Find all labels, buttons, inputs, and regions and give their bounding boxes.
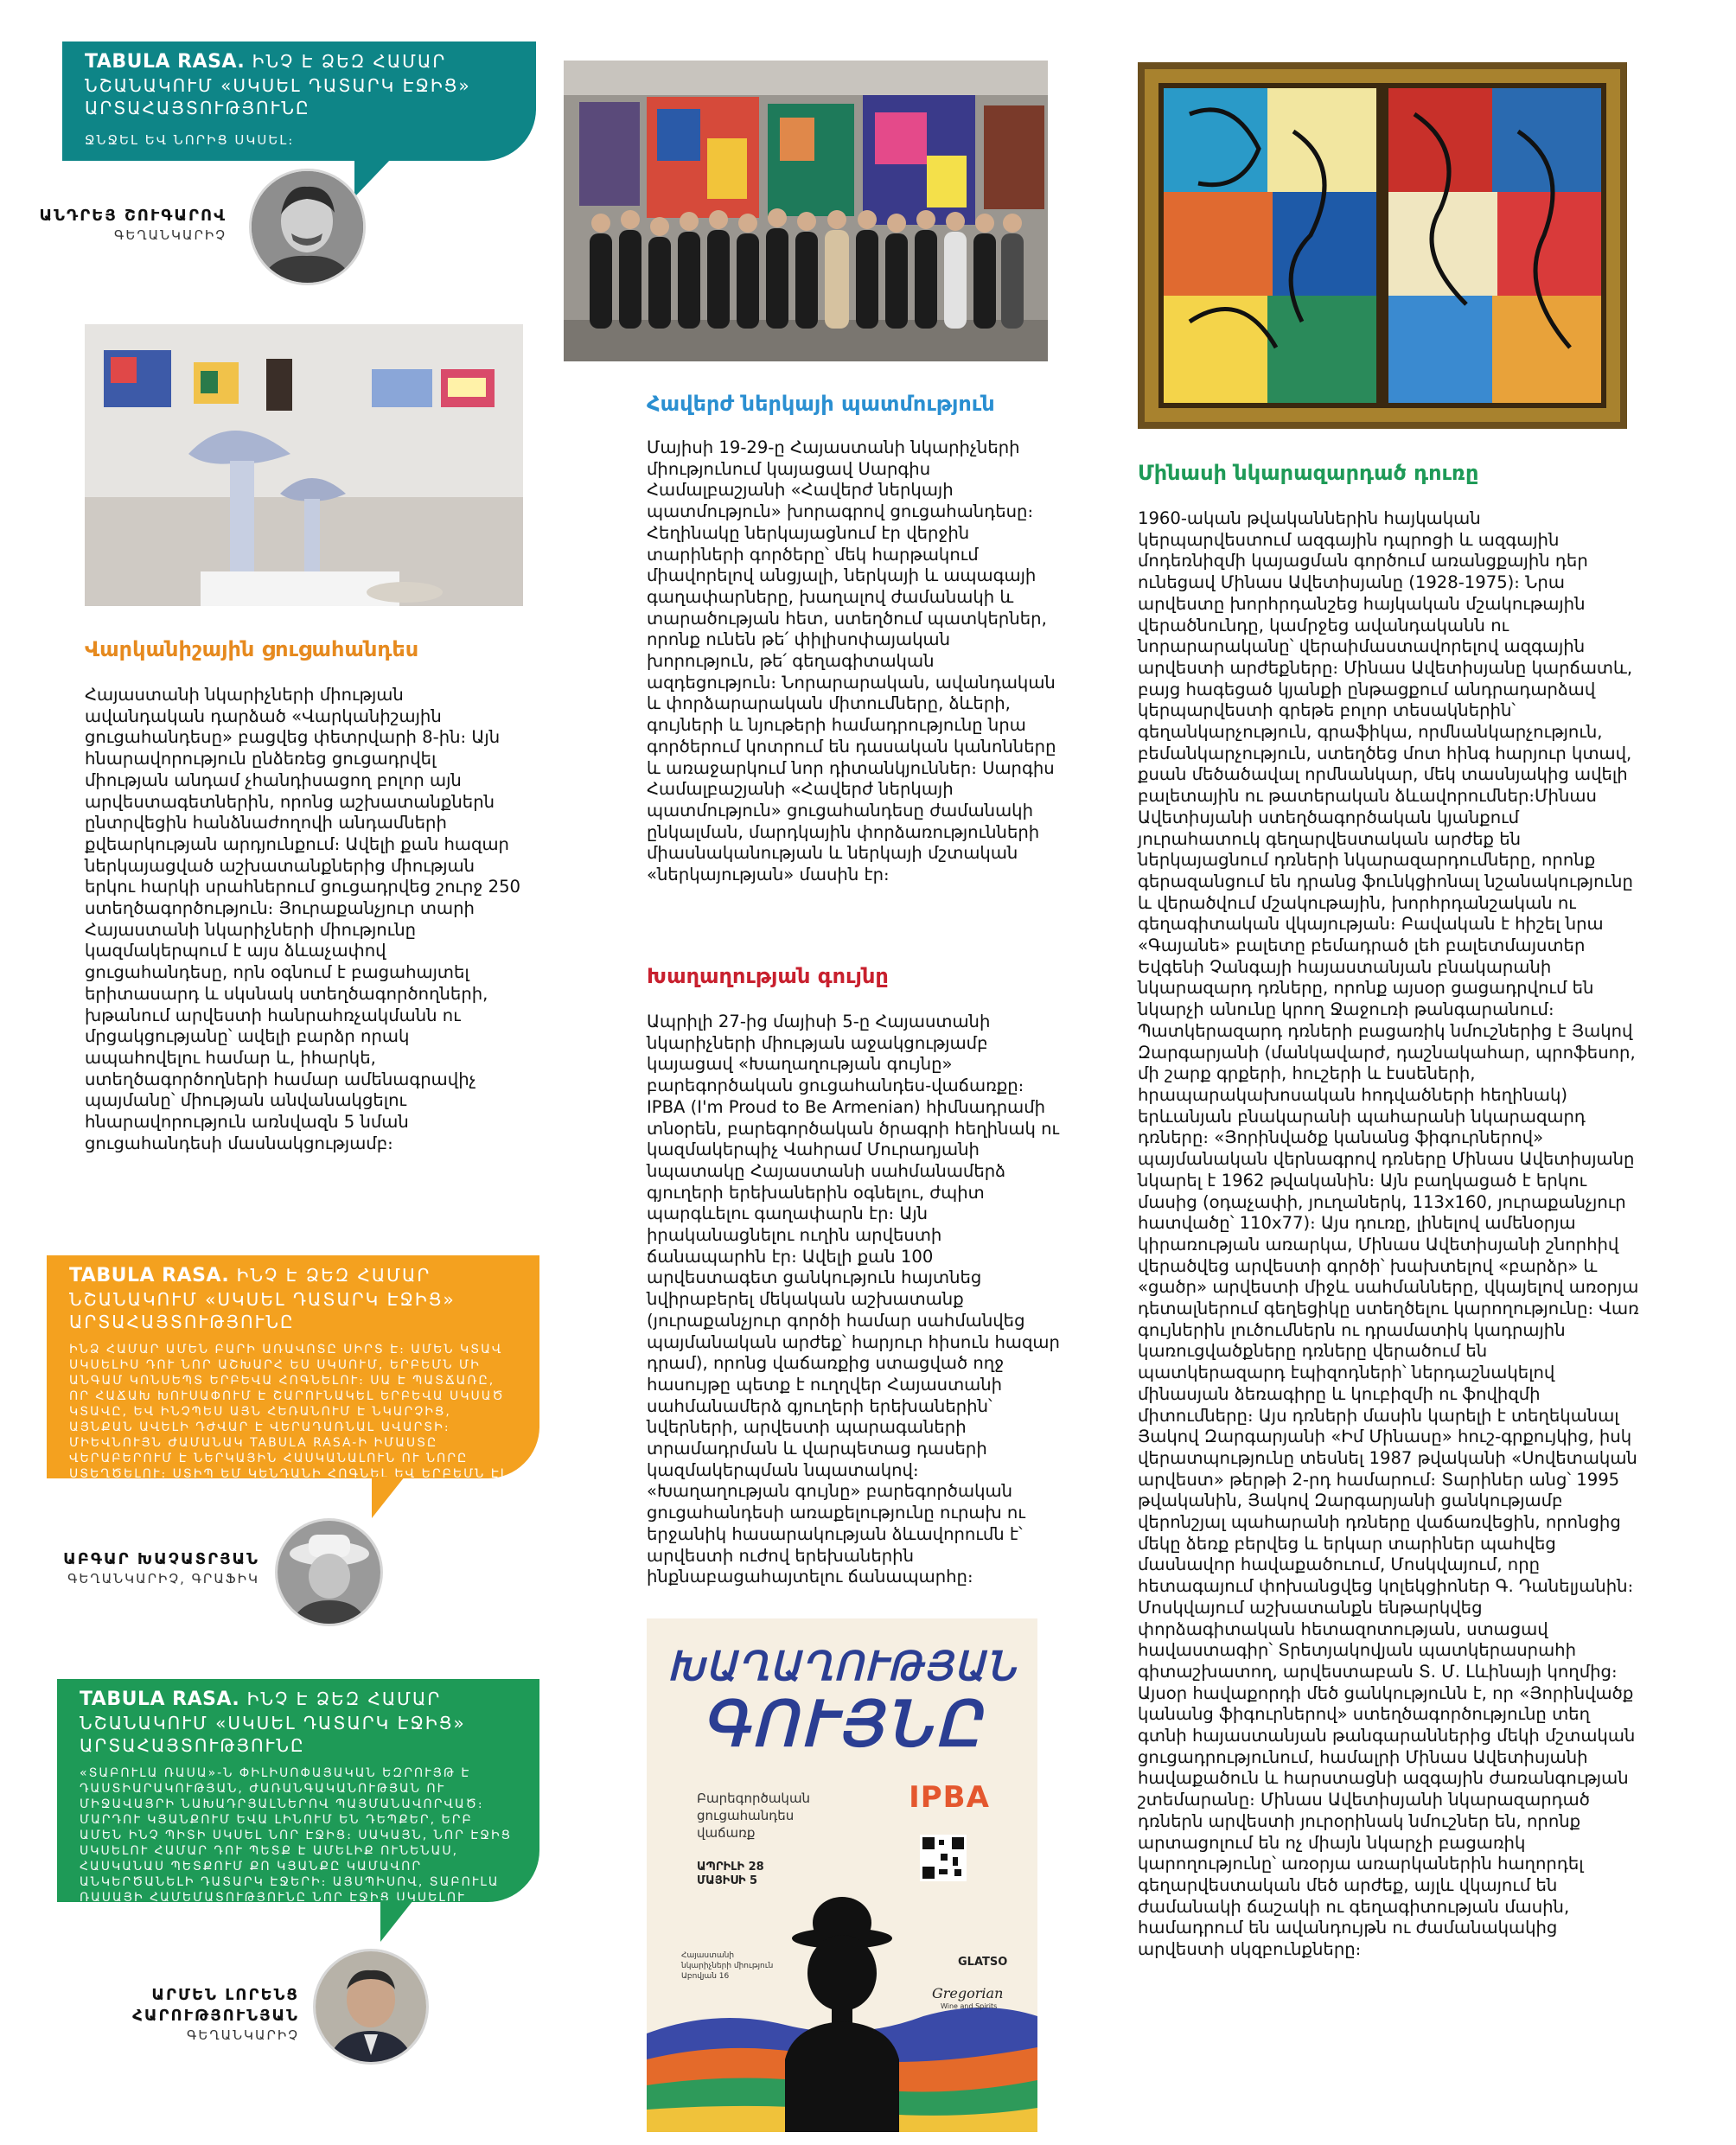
qr-code-icon xyxy=(920,1835,967,1881)
quote-bubble-1 xyxy=(62,41,536,161)
painting-minas-door xyxy=(1138,62,1627,429)
quote-3-answer: «ՏԱԲՈՒԼԱ ՌԱՍԱ»-Ն ՓԻԼԻՍՈՓԱՅԱԿԱՆ ԵԶՐՈՒՅԹ Է ԴԱՍՏԻԱՐԱԿՈՒԹՅԱՆ, ԺԱՌԱՆԳԱԿԱՆՈՒԹՅԱՆ ՈՒ ՄԻՋԱՎԱՅՐԻ ՆԱԽԱԴՐՅԱԼՆԵՐՈՎ ՊԱՅՄԱՆԱՎՈՐՎԱԾ։ ՄԱՐԴՈՒ ԿՅԱՆՔՈՒՄ ԵՎԱ ԼԻՆՈՒՄ ԵՆ ԴԵՊՔԵՐ, ԵՐԲ ԱՄԵՆ ԻՆՉ ՊԻՏԻ ՍԿՍԵԼ ՆՈՐ ԷՋԻՑ։ ՍԱԿԱՅՆ, ՆՈՐ ԷՋԻՑ ՍԿՍԵԼՈՒ ՀԱՄԱՐ ԴՈՒ ՊԵՏՔ Է ԱՄԵԼԻՔ ՈՒՆԵՆԱՍ, ՀԱՍԿԱՆԱՍ ՊԵՏՔՈՒՄ ՔՈ ԿՅԱՆՔԸ ԿԱՄԱՎՈՐ ԱՆԿԵՐԾԱՆԵԼԻ ԴԱՏԱՐԿ ԷՋԵՐԻ։ ԱՅՍՊԻՍՈՎ, ՏԱԲՈՒԼԱ ՌԱՍԱՅԻ ՀԱՄԵՄԱՏՈՒԹՅՈՒՆԸ ՆՈՐ ԷՋԻՑ ՍԿՍԵԼՈՒ ԳԱՂԱՓԱՐԻ ԱՅՆՔԱՆ ԷԼ ԻՐԱՏԵՍԱԿԱՆ ՉԷ։ ԱՄԵՆ ՄԻ ՆՈՐ ԲԱՆ ՀԵՆՎՈՒՄ Է ՆԱԽԿԻՆՈՒՄ ՁԵՌՔ ԲԵՐՎԱԾԻ ՎՐԱ։ xyxy=(80,1766,515,1936)
painting-image xyxy=(1138,62,1627,429)
quote-3-question: ԻՆՉ Է ՁԵԶ ՀԱՄԱՐ ՆՇԱՆԱԿՈՒՄ «ՍԿՍԵԼ ԴԱՏԱՐԿ ԷՋԻՑ» ԱՐՏԱՀԱՅՏՈՒԹՅՈՒՆԸ xyxy=(80,1689,466,1756)
quote-bubble-2 xyxy=(47,1255,539,1512)
person-1-role: ԳԵՂԱՆԿԱՐԻՉ xyxy=(114,227,227,243)
poster-sponsor-2: Gregorian xyxy=(932,1985,1004,2001)
photo-mushroom-sculpture xyxy=(85,324,523,606)
quote-3-tail xyxy=(380,1900,413,1942)
poster-org: Հայաստանի նկարիչների միություն Աբովյան 16 xyxy=(681,1951,774,1981)
quote-3-heading xyxy=(80,1688,517,1757)
portrait-icon xyxy=(278,1521,380,1624)
article-2-body: Մայիսի 19-29-ը Հայաստանի նկարիչների միությունում կայացավ Սարգիս Համալբաշյանի «Հավերժ ներկայի պատմություն» խորագրով ցուցահանդեսը։ Հեղինակը ներկայացնում էր վերջին տարիների գործերը՝ մեկ հարթակում միավորելով անցյալի, ներկայի և ապագայի գաղափարները, խաղալով ժամանակի և տարածության հետ, ստեղծում պատկերներ, որոնք ունեն թե՛ փիլիսոփայական խորություն, թե՛ գեղագիտական ազդեցություն։ Նորարարական, ավանդական և փորձարարական միտումները, ձևերի, գույների և նյութերի համադրությունը նրա գործերում կոտրում են դասական կանոնները և առաջարկում նոր դիտանկյուններ։ Սարգիս Համալբաշյանի «Հավերժ ներկայի պատմություն» ցուցահանդեսը ժամանակի ընկալման, մարդկային փորձառությունների միասնականության և ներկայի մշտական «ներկայության» մասին էր։ xyxy=(647,437,1056,885)
quote-1-brand: TABULA RASA. xyxy=(85,51,246,73)
article-4-body: 1960-ական թվականներին հայկական կերպարվեստում ազգային դպրոցի և ազգային մոդեռնիզմի կայացման գործում առանցքային դեր ունեցավ Մինաս Ավետիսյանը (1928-1975)։ Նրա արվեստը խորհրդանշեց հայկական մշակութային վերածնունդը, կամրջեց ավանդականն ու նորարարականը՝ վերաիմաստավորելով ազգային արվեստի արժեքները։ Մինաս Ավետիսյանը կարճատև, բայց հագեցած կյանքի ընթացքում անդրադարձավ կերպարվեստի գրեթե բոլոր տեսակներին՝ գեղանկարչություն, գրաֆիկա, որմնանկարչություն, բեմանկարչություն, ստեղծեց մոտ հինգ հարյուր կտավ, քսան մեծածավալ որմնանկար, մեկ տասնյակից ավելի բալետային ու թատերական ձևավորումներ։Մինաս Ավետիսյանի ստեղծագործական կյանքում յուրահատուկ գեղարվեստական արժեք են ներկայացնում դռների նկարազարդումները, որոնք գերազանցում են դրանց ֆունկցիոնալ նշանակությունը և վերածվում մշակութային, խորհրդանշական ու գեղագիտական վկայության։ Բավական է հիշել նրա «Գայանե» բալետը բեմադրած լեհ բալետմայստեր Եվգենի Չանգայի հայաստանյան բնակարանի նկարազարդ դռները, որոնք այսօր ցացադրվում են նկարչի անունը կրող Ջաջուռի թանգարանում։ Պատկերազարդ դռների բացառիկ նմուշներից է Յակով Զարգարյանի (մանկավարժ, դաշնակահար, պրոֆեսոր, մի շարք գրքերի, հուշերի և էսսեների, հրապարակախոսական հոդվածների հեղինակ) երևանյան բնակարանի պահարանի նկարազարդ դռները։ «Յորինվածք կանանց ֆիգուրներով» պայմանական վերնագրով դռները Մինաս Ավետիսյանը նկարել է 1962 թվականին։ Այն բաղկացած է երկու մասից (օդաչափի, յուղաներկ, 113x160, յուրաքանչյուր հատվածը՝ 110x77)։ Այս դուռը, լինելով ամենօրյա կիրառության առարկա, Մինաս Ավետիսյանի շնորհիվ վերածվեց արվեստի գործի՝ խախտելով «բարձր» և «ցածր» արվեստի միջև սահմանները, վկայելով առօրյա դետալներում գեղեցիկը ստեղծելու կարողությունը։ Վառ գույներին լուծումներն ու դրամատիկ կադրային կառուցվածքները դռները վերածում են պատկերազարդ էպիզոդների՝ ներդաշնակելով մինասյան ձեռագիրը և կուբիզմի ու ֆովիզմի միտումները։ Այս դռների մասին կարելի է տեղեկանալ Յակով Զարգարյանի «Իմ Մինասը» հուշ-գրքույկից, իսկ վերատպությունը տեսնել 1987 թվականի «Սովետական արվեստ» թերթի 2-րդ համարում։ Տարիներ անց՝ 1995 թվականին, Յակով Զարգարյանի ցանկությամբ վերոնշյալ պահարանի դռները վաճառվեցին, որոնցից մեկը ձեռք բերվեց և երկար տարիներ պահվեց մասնավոր հավաքածուում, Մոսկվայում, որը հետագայում փոխանցվեց կոլեկցիոներ Գ. Դանելյանին։ Մոսկվայում աշխատանքն ենթարկվեց փորձագիտական հետազոտության, ստացավ հավաստագիր՝ Տրետյակովյան պատկերասրահի գիտաշխատող, արվեստաբան Տ. Մ. Լևինայի կողմից։ Այսօր հավաքորդի մեծ ցանկությունն է, որ «Յորինվածք կանանց ֆիգուրներով» ստեղծագործությունը տեղ գտնի հայաստանյան թանգարաններից մեկի մշտական ցուցադրությունում, համալրի Մինաս Ավետիսյանի հավաքածուն և հարստացնի ազգային ժառանգության շտեմարանը։ Մինաս Ավետիսյանի նկարազարդած դռներն արվեստի յուրօրինակ նմուշներ են, որոնք արտացոլում են ոչ միայն նկարչի բացառիկ կարողությունը՝ առօրյա առարկաներին հաղորդել գեղարվեստական մեծ արժեք, այլև վկայում են ժամանակի ճաշակի ու գեղագիտության մասին, համադրում են ավանդույթն ու ժամանակակից արվեստի սկզբունքները։ xyxy=(1138,508,1639,1960)
poster-sponsor-2-sub: Wine and Spirits xyxy=(941,2002,998,2010)
portrait-icon xyxy=(252,171,363,283)
gallery-image xyxy=(564,61,1048,361)
quote-1-question: ԻՆՉ Է ՁԵԶ ՀԱՄԱՐ ՆՇԱՆԱԿՈՒՄ «ՍԿՍԵԼ ԴԱՏԱՐԿ ԷՋԻՑ» ԱՐՏԱՀԱՅՏՈՒԹՅՈՒՆԸ xyxy=(85,51,471,118)
quote-2-question: ԻՆՉ Է ՁԵԶ ՀԱՄԱՐ ՆՇԱՆԱԿՈՒՄ «ՍԿՍԵԼ ԴԱՏԱՐԿ ԷՋԻՑ» ԱՐՏԱՀԱՅՏՈՒԹՅՈՒՆԸ xyxy=(69,1265,456,1332)
quote-2-brand: TABULA RASA. xyxy=(69,1265,230,1286)
portrait-icon xyxy=(316,1951,426,2062)
article-1-title: Վարկանիշային ցուցահանդես xyxy=(85,637,419,661)
quote-3-brand: TABULA RASA. xyxy=(80,1689,240,1710)
poster-dates: ԱՊՐԻԼԻ 28 ՄԱՅԻՍԻ 5 xyxy=(697,1861,764,1887)
person-2-name: ԱԲԳԱՐ ԽԱՉԱՏՐՅԱՆ xyxy=(63,1550,259,1568)
quote-1-tail xyxy=(354,159,391,197)
person-2-role: ԳԵՂԱՆԿԱՐԻՉ, ԳՐԱՖԻԿ xyxy=(67,1571,259,1586)
poster-sponsor-1: GLATSO xyxy=(958,1956,1008,1969)
avatar-3 xyxy=(313,1949,429,2065)
poster-title-line1: ԽԱՂԱՂՈՒԹՅԱՆ xyxy=(667,1644,1018,1689)
photo-group-exhibition xyxy=(564,61,1048,361)
person-1-name: ԱՆԴՐԵՅ ՇՈՒԳԱՐՈՎ xyxy=(39,207,227,225)
gallery-image xyxy=(85,324,523,606)
poster-logo: IPBA xyxy=(909,1780,990,1815)
article-2-title: Հավերժ ներկայի պատմություն xyxy=(647,392,995,416)
article-3-title: Խաղաղության գույնը xyxy=(647,964,889,988)
poster-title-line2: ԳՈՒՅՆԸ xyxy=(700,1690,984,1759)
quote-2-tail xyxy=(372,1477,405,1518)
quote-2-answer: ԻՆՁ ՀԱՄԱՐ ԱՄԵՆ ԲԱՐԻ ԱՌԱՎՈՏԸ ՍԻՐՏ Է։ ԱՄԵՆ ԿՏԱՎ ՍԿՍԵԼԻՍ ԴՈՒ ՆՈՐ ԱՇԽԱՐՀ ԵՍ ՍԿՍՈՒՄ, ԵՐԲԵՄՆ ՄԻ ԱՆԳԱՄ ԿՈՆՍԵՊՏ ԵՐԲԵՎԱ ՀՈԳՆԵԼՈՒ։ ՍԱ Է ՊԱՏՃԱՌԸ, ՈՐ ՀԱՃԱԽ ԽՈՒՍԱՓՈՒՄ Է ՇԱՐՈՒՆԱԿԵԼ ԵՐԲԵՎԱ ՍԿՍԱԾ ԿՏԱՎԸ, ԵՎ ԻՆՉՊԵՍ ԱՅՆ ՀԵՌԱՆՈՒՄ Է ՆԿԱՐՉԻՑ, ԱՅՆՔԱՆ ԱՎԵԼԻ ԴԺՎԱՐ Է ՎԵՐԱԴԱՌՆԱԼ ԱՎԱՐՏԻ։ ՄԻԵՎՆՈՒՅՆ ԺԱՄԱՆԱԿ TABULA RASA-Ի ԻՄԱՍՏԸ ՎԵՐԱԲԵՐՈՒՄ Է ՆԵՐԿԱՅԻՆ ՀԱՍԿԱՆԱԼՈՒՆ ՈՒ ՆՈՐԸ ՍՏԵՂԾԵԼՈՒ։ ՍՏԻՊ ԵՄ ԿԵՆԴԱՆԻ ՀՈԳՆԵԼ ԵՎ ԵՐԲԵՄՆ ԷԼ ԴԱՏԱՐԿ ԷՋԻՑ ՍԿՍԵԼ ԻՆՁ ՀԱՄԱՐ ՎԵՐԱԴԱՐՁ Է ԱԿՈՒՆՔՆԵՐԻՆ։ xyxy=(69,1343,509,1512)
quote-1-heading xyxy=(85,50,510,119)
person-3-name: ԱՐՄԵՆ ԼՈՐԵՆՑ ՀԱՐՈՒԹՅՈՒՆՅԱՆ xyxy=(132,1986,299,2025)
person-3-role: ԳԵՂԱՆԿԱՐԻՉ xyxy=(187,2027,299,2043)
article-1-body: Հայաստանի նկարիչների միության ավանդական դարձած «Վարկանիշային ցուցահանդեսը» բացվեց փետրվարի 8-ին։ Այն հնարավորություն ընձեռեց ցուցադրվել միության անդամ չհանդիսացող բոլոր այն արվեստագետներին, որոնց աշխատանքներն ընտրվեցին հանձնաժողովի անդամների քվեարկության արդյունքում։ Ավելի քան հազար ներկայացված աշխատանքներից միության երկու հարկի սրահներում ցուցադրվեց շուրջ 250 ստեղծագործություն։ Յուրաքանչյուր տարի Հայաստանի նկարիչների միությունը կազմակերպում է այս ձևաչափով ցուցահանդեսը, որն օգնում է բացահայտել երիտասարդ և սկսնակ ստեղծագործողների, խթանում արվեստի հանրահռչակմանն ու մրցակցությանը՝ ավելի բարձր որակ ապահովելու համար և, իհարկե, ստեղծագործողների համար ամենագրավիչ պայմանը՝ միության անվանակցելու հնարավորություն առնվազն 5 նման ցուցահանդեսի մասնակցությամբ։ xyxy=(85,685,521,1153)
quote-1-answer: ՋՆՋԵԼ ԵՎ ՆՈՐԻՑ ՍԿՍԵԼ։ xyxy=(85,132,295,148)
article-3-body: Ապրիլի 27-ից մայիսի 5-ը Հայաստանի նկարիչների միության աջակցությամբ կայացավ «Խաղաղության գույնը» բարեգործական ցուցահանդես-վաճառքը։ IPBA (I'm Proud to Be Armenian) հիմնադրամի տնօրեն, բարեգործական ծրագրի հեղինակ ու կազմակերպիչ Վահրամ Մուրադյանի նպատակը Հայաստանի սահմանամերձ գյուղերի երեխաներին օգնելու, ժպիտ պարգևելու գաղափարն էր։ Այն իրականացնելու ուղին արվեստի ճանապարհն էր։ Ավելի քան 100 արվեստագետ ցանկություն հայտնեց նվիրաբերել մեկական աշխատանք (յուրաքանչյուր գործի համար սահմանվեց պայմանական արժեք՝ հարյուր հիսուն հազար դրամ), որոնց վաճառքից ստացված ողջ հասույթը պետք է ուղղվեր Հայաստանի սահմանամերձ գյուղերի երեխաներին՝ նվերների, արվեստի պարագաների տրամադրման և վարպետաց դասերի կազմակերպման նպատակով։ «Խաղաղության գույնը» բարեգործական ցուցահանդեսի առաքելությունը ուրախ ու երջանիկ հասարակության ձևավորումն է՝ արվեստի ուժով երեխաներին ինքնաբացահայտելու ճանապարհը։ xyxy=(647,1012,1060,1587)
poster-peace-color xyxy=(647,1618,1037,2132)
article-4-title: Մինասի նկարազարդած դուռը xyxy=(1138,461,1479,485)
poster-subtitle: Բարեգործական ցուցահանդես վաճառք xyxy=(697,1791,811,1841)
avatar-2 xyxy=(275,1518,383,1626)
quote-bubble-3 xyxy=(57,1679,539,1936)
avatar-1 xyxy=(249,169,366,285)
quote-2-heading xyxy=(69,1264,515,1333)
